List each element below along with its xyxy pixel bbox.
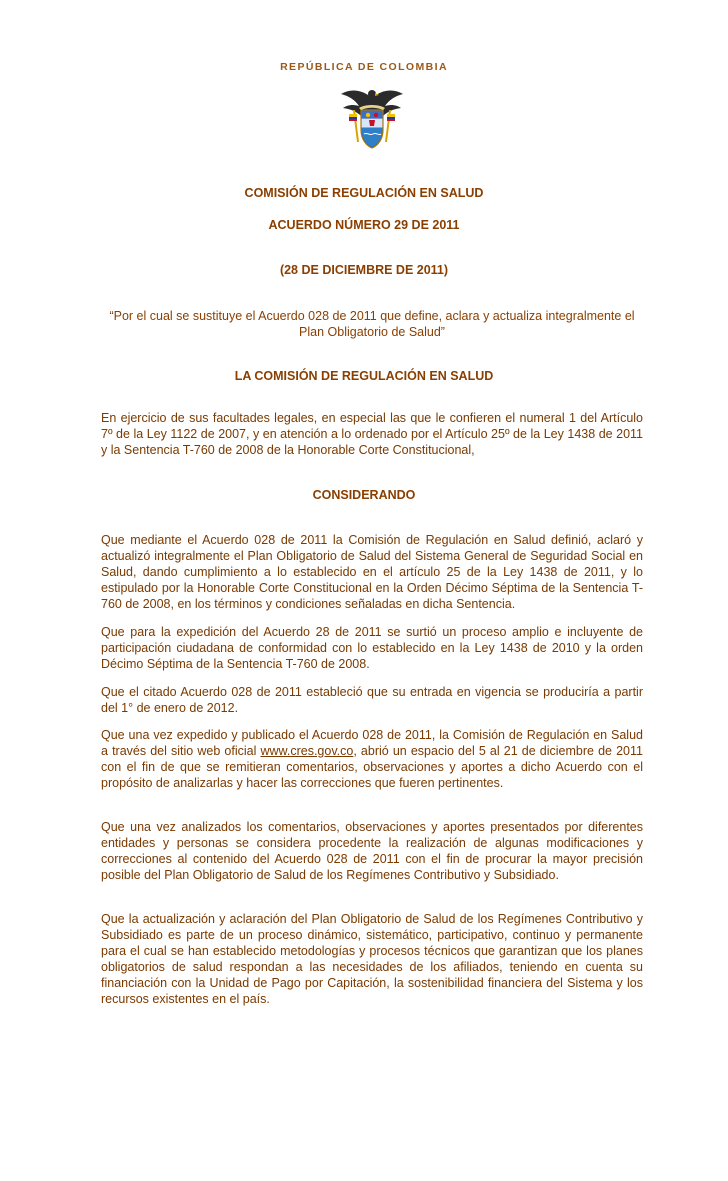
considering-paragraph-5: Que una vez analizados los comentarios, observaciones y aportes presentados por diferentes entidades y personas se considera procedente la realización de algunas modificaciones y correcciones al contenido del Acuerdo 028 de 2011 con el fin de procurar la mayor precisión posible del Plan Obligatorio de Salud de los Regímenes Contributivo y Subsidiado. [101, 820, 643, 882]
considering-paragraph-4 [101, 727, 643, 791]
coat-of-arms-icon [339, 84, 405, 154]
cres-website-link[interactable]: www.cres.gov.co [260, 744, 354, 758]
considering-paragraph-3: Que el citado Acuerdo 028 de 2011 estableció que su entrada en vigencia se produciría a partir del 1° de enero de 2012. [101, 685, 643, 715]
considering-paragraph-1: Que mediante el Acuerdo 028 de 2011 la Comisión de Regulación en Salud definió, aclaró y actualizó integralmente el Plan Obligatorio de Salud del Sistema General de Seguridad Social en Salud, dando cumplimiento a lo establecido en el artículo 25 de la Ley 1438 de 2011, y lo estipulado por la Honorable Corte Constitucional en la Orden Décimo Séptima de la Sentencia T-760 de 2008, en los términos y condiciones señaladas en dicha Sentencia. [101, 533, 643, 611]
agreement-date: (28 DE DICIEMBRE DE 2011) [279, 263, 449, 277]
issuer-heading: LA COMISIÓN DE REGULACIÓN EN SALUD [234, 369, 494, 383]
paragraph-4-text-before: Que una vez expedido y publicado el Acuerdo 028 de 2011, la Comisión de Regulación en Salud a través del sitio web oficial [101, 728, 643, 758]
considering-paragraph-6: Que la actualización y aclaración del Plan Obligatorio de Salud de los Regímenes Contributivo y Subsidiado es parte de un proceso dinámico, sistemático, participativo, continuo y permanente para el cual se han establecido metodologías y procesos técnicos que garantizan que los planes obligatorios de salud respondan a las necesidades de los afiliados, teniendo en cuenta su financiación con la Unidad de Pago por Capitación, la sostenibilidad financiera del Sistema y los recursos existentes en el país. [101, 912, 643, 1006]
agreement-number: ACUERDO NÚMERO 29 DE 2011 [268, 218, 460, 232]
paragraph-4-text-after: , abrió un espacio del 5 al 21 de diciembre de 2011 con el fin de que se remitieran comentarios, observaciones y aportes a dicho Acuerdo con el propósito de analizarlas y hacer las correcciones que fueren pertinentes. [101, 744, 643, 790]
considering-heading: CONSIDERANDO [312, 488, 416, 502]
commission-heading: COMISIÓN DE REGULACIÓN EN SALUD [244, 186, 484, 200]
country-heading: REPÚBLICA DE COLOMBIA [280, 61, 448, 73]
agreement-subject-quote: “Por el cual se sustituye el Acuerdo 028 de 2011 que define, aclara y actualiza integralmente el Plan Obligatorio de Salud” [109, 309, 635, 339]
intro-paragraph: En ejercicio de sus facultades legales, en especial las que le confieren el numeral 1 del Artículo 7º de la Ley 1122 de 2007, y en atención a lo ordenado por el Artículo 25º de la Ley 1438 de 2011 y la Sentencia T-760 de 2008 de la Honorable Corte Constitucional, [101, 411, 643, 457]
considering-paragraph-2: Que para la expedición del Acuerdo 28 de 2011 se surtió un proceso amplio e incluyente de participación ciudadana de conformidad con lo establecido en la Ley 1438 de 2010 y la orden Décimo Séptima de la Sentencia T-760 de 2008. [101, 625, 643, 671]
